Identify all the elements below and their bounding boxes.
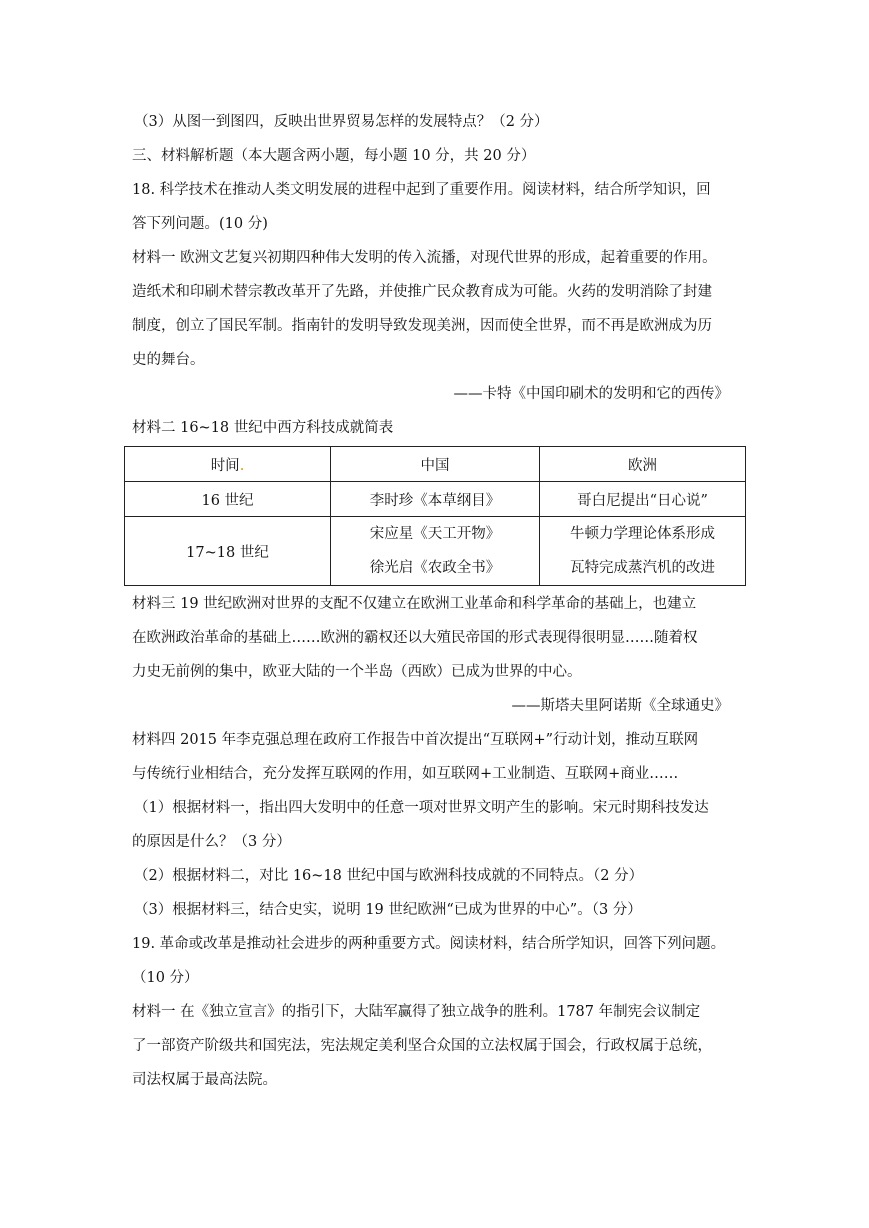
q19-material-1-line-3: 司法权属于最高法院。 — [132, 1072, 277, 1088]
question-19-stem: 19. 革命或改革是推动社会进步的两种重要方式。阅读材料，结合所学知识，回答下列问题。 — [132, 936, 726, 952]
table-header-time: 时间. — [125, 447, 331, 482]
china-item: 徐光启《农政全书》 — [369, 560, 501, 576]
question-3-trade: （3）从图一到图四，反映出世界贸易怎样的发展特点？（2 分） — [134, 114, 549, 130]
europe-item: 瓦特完成蒸汽机的改进 — [570, 560, 715, 576]
table-cell-europe — [540, 517, 746, 586]
material-3-line-1: 材料三 19 世纪欧洲对世界的支配不仅建立在欧洲工业革命和科学革命的基础上，也建立 — [132, 596, 697, 612]
table-header-china: 中国 — [331, 447, 540, 482]
material-1-line-4: 史的舞台。 — [132, 352, 205, 368]
europe-item: 牛顿力学理论体系形成 — [570, 526, 715, 542]
material-3-line-3: 力史无前例的集中，欧亚大陆的一个半岛（西欧）已成为世界的中心。 — [132, 664, 582, 680]
material-3-source: ——斯塔夫里阿诺斯《全球通史》 — [511, 698, 729, 714]
table-cell-europe: 哥白尼提出“日心说” — [540, 482, 746, 517]
table-cell-china — [331, 517, 540, 586]
material-1-line-1: 材料一 欧洲文艺复兴初期四种伟大发明的传入流播，对现代世界的形成，起着重要的作用。 — [132, 250, 717, 266]
question-18-1-cont: 的原因是什么？（3 分） — [132, 834, 291, 850]
q19-material-1-line-1: 材料一 在《独立宣言》的指引下，大陆军赢得了独立战争的胜利。1787 年制宪会议制定 — [132, 1004, 701, 1020]
section-heading: 三、材料解析题（本大题含两小题，每小题 10 分，共 20 分） — [132, 148, 536, 164]
material-4-line-2: 与传统行业相结合，充分发挥互联网的作用，如互联网+工业制造、互联网+商业…… — [132, 766, 679, 782]
table-cell-china: 李时珍《本草纲目》 — [331, 482, 540, 517]
table-cell-time: 16 世纪 — [125, 482, 331, 517]
table-header-row — [125, 447, 746, 482]
question-18-stem-cont: 答下列问题。(10 分) — [132, 216, 268, 232]
material-1-line-2: 造纸术和印刷术替宗教改革开了先路，并使推广民众教育成为可能。火药的发明消除了封建 — [132, 284, 712, 300]
question-18-1: （1）根据材料一，指出四大发明中的任意一项对世界文明产生的影响。宋元时期科技发达 — [134, 800, 709, 816]
question-18-stem: 18. 科学技术在推动人类文明发展的进程中起到了重要作用。阅读材料，结合所学知识，回 — [132, 182, 711, 198]
question-18-3: （3）根据材料三，结合史实，说明 19 世纪欧洲“已成为世界的中心”。（3 分） — [134, 902, 642, 918]
material-1-line-3: 制度，创立了国民军制。指南针的发明导致发现美洲，因而使全世界，而不再是欧洲成为历 — [132, 318, 712, 334]
table-row — [125, 482, 746, 517]
question-19-stem-cont: （10 分） — [132, 970, 199, 986]
china-item: 宋应星《天工开物》 — [369, 526, 501, 542]
material-2-title: 材料二 16~18 世纪中西方科技成就简表 — [132, 420, 394, 436]
material-3-line-2: 在欧洲政治革命的基础上……欧洲的霸权还以大殖民帝国的形式表现得很明显……随着权 — [132, 630, 698, 646]
table-cell-time: 17~18 世纪 — [125, 517, 331, 586]
tech-achievements-table — [124, 446, 746, 586]
table-header-europe: 欧洲 — [540, 447, 746, 482]
q19-material-1-line-2: 了一部资产阶级共和国宪法，宪法规定美利坚合众国的立法权属于国会，行政权属于总统， — [132, 1038, 712, 1054]
material-1-source: ——卡特《中国印刷术的发明和它的西传》 — [453, 386, 729, 402]
question-18-2: （2）根据材料二，对比 16~18 世纪中国与欧洲科技成就的不同特点。（2 分） — [134, 868, 644, 884]
table-row — [125, 517, 746, 586]
material-4-line-1: 材料四 2015 年李克强总理在政府工作报告中首次提出“互联网+”行动计划，推动互联网 — [132, 732, 699, 748]
